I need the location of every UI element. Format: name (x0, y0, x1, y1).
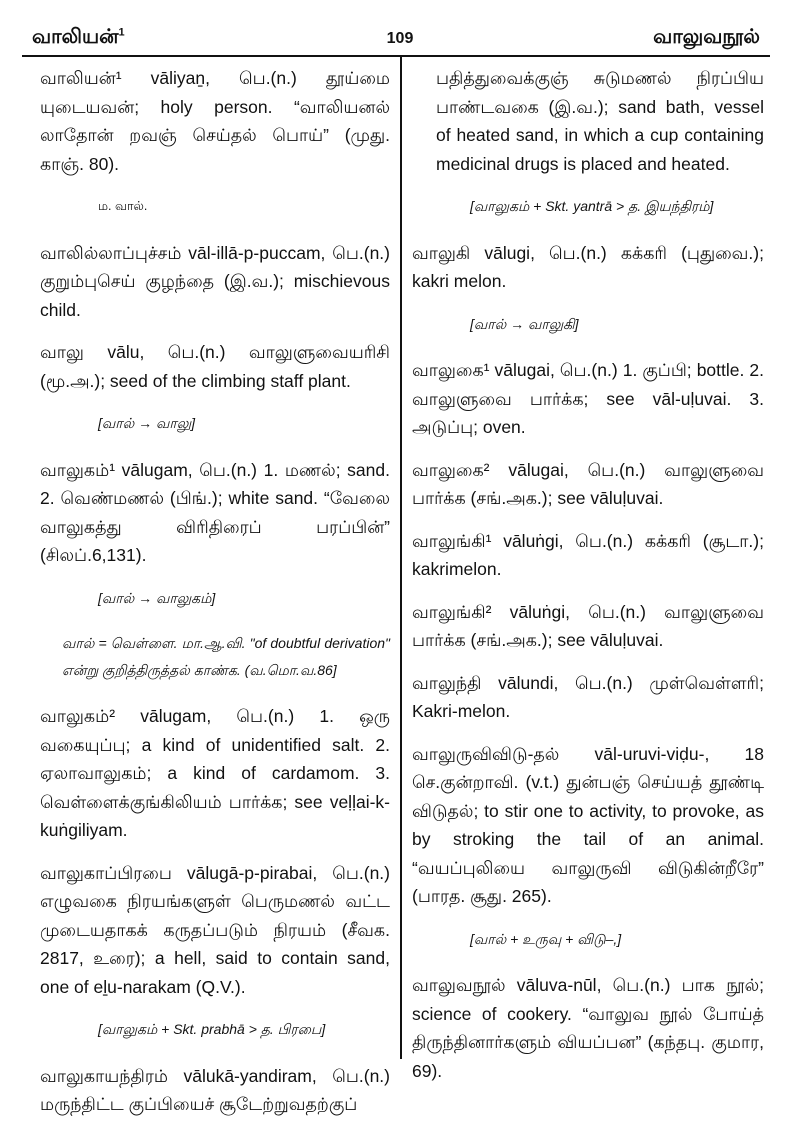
entry-valugam-2: வாலுகம்² vālugam, பெ.(n.) 1. ஒரு வகையுப்பு; a kind of unidentified salt. 2. ஏலாவாலுகம்; a kind of cardamom. 3. வெள்ளைக்குங்கிலியம் பார்க்க; see veḷḷai-k-kuṅgiliyam. (40, 706, 390, 840)
column-divider (400, 57, 402, 1059)
page-number: 109 (386, 30, 414, 47)
header-left-sup: 1 (118, 26, 125, 39)
entry-valundi: வாலுந்தி vālundi, பெ.(n.) முள்வெள்ளரி; Kakri-melon. (412, 672, 764, 721)
etymology-note: [வால் + உருவு + விடு–,] (470, 930, 622, 947)
entry-valukayandiram: வாலுகாயந்திரம் vālukā-yandiram, பெ.(n.) மருந்திட்ட குப்பியைச் சூடேற்றுவதற்குப் (40, 1065, 390, 1114)
entry-valu: வாலு vālu, பெ.(n.) வாலுளுவையரிசி (மூ.அ.); seed of the climbing staff plant. (40, 342, 390, 391)
etymology-note: [வாலுகம் + Skt. yantrā > த. இயந்திரம்] (470, 198, 714, 214)
entry-valugappirabai: வாலுகாப்பிரபை vālugā-p-pirabai, பெ.(n.) எழுவகை நிரயங்களுள் பெருமணல் வட்ட முடையதாகக் கருதப்படும் நிரயம் (சீவக. 2817, உரை); a hell, said to contain sand, one of eḻu-narakam (Q.V.). (40, 862, 390, 997)
etymology-note: [வால் → வாலுகம்] (98, 589, 216, 606)
entry-valiyan: வாலியன்¹ vāliyaṉ, பெ.(n.) தூய்மை யுடையவன்; holy person. “வாலியனல் லாதோன் றவஞ் செய்தல் பொய்” (முது. காஞ். 80). (40, 68, 390, 174)
entry-continuation: பதித்துவைக்குஞ் சுடுமணல் நிரப்பிய பாண்டவகை (இ.வ.); sand bath, vessel of heated sand, in which a cup containing medicinal drugs is placed and heated. (436, 68, 764, 174)
left-column (40, 64, 390, 1133)
header-right-headword: வாலுவநூல் (653, 26, 760, 48)
entry-valungi-2: வாலுங்கி² vāluṅgi, பெ.(n.) வாலுளுவை பார்க்க (சங்.அக.); see vāluḷuvai. (412, 601, 764, 650)
header-rule (22, 55, 770, 57)
page-header (0, 0, 800, 62)
etymology-note: [வாலுகம் + Skt. prabhā > த. பிரபை] (98, 1021, 326, 1037)
right-column (412, 64, 764, 1099)
entry-valungi-1: வாலுங்கி¹ vāluṅgi, பெ.(n.) கக்கரி (சூடா.); kakrimelon. (412, 530, 764, 579)
entry-valuvanul: வாலுவநூல் vāluva-nūl, பெ.(n.) பாக நூல்; science of cookery. “வாலுவ நூல் போய்த் திருந்தினார்களும் வியப்பன” (கந்தபு. குமார, 69). (412, 975, 764, 1081)
etymology-paragraph: வால் = வெள்ளை. மா.ஆ.வி. "of doubtful derivation" என்று குறித்திருத்தல் காண்க. (வ.மொ.வ.86] (62, 635, 390, 678)
entry-valugi: வாலுகி vālugi, பெ.(n.) கக்கரி (புதுவை.); kakri melon. (412, 242, 764, 291)
entry-valugai-1: வாலுகை¹ vālugai, பெ.(n.) 1. குப்பி; bottle. 2. வாலுளுவை பார்க்க; see vāl-uḷuvai. 3. அடுப்பு; oven. (412, 360, 764, 437)
entry-valuruvividu: வாலுருவிவிடு-தல் vāl-uruvi-viḍu-, 18 செ.குன்றாவி. (v.t.) துன்பஞ் செய்யத் தூண்டி விடுதல்; to stir one to activity, to provoke, as by stroking the tail of an animal. “வயப்புலியை வாலுருவி விடுகின்றீரே” (பாரத. சூது. 265). (412, 743, 764, 906)
etymology-note: ம. வால். (98, 199, 148, 213)
header-left-word: வாலியன் (32, 26, 119, 48)
etymology-note: [வால் → வாலு] (98, 415, 196, 431)
entry-valugai-2: வாலுகை² vālugai, பெ.(n.) வாலுளுவை பார்க்க (சங்.அக.); see vāluḷuvai. (412, 459, 764, 508)
etymology-note: [வால் → வாலுகி] (470, 315, 579, 332)
entry-valugam-1: வாலுகம்¹ vālugam, பெ.(n.) 1. மணல்; sand. 2. வெண்மணல் (பிங்.); white sand. “வேலை வாலுகத்து விரிதிரைப் பரப்பின்” (சிலப்.6,131). (40, 459, 390, 565)
entry-valillappuccam: வாலில்லாப்புச்சம் vāl-illā-p-puccam, பெ.(n.) குறும்புசெய் குழந்தை (இ.வ.); mischievous child. (40, 242, 390, 320)
